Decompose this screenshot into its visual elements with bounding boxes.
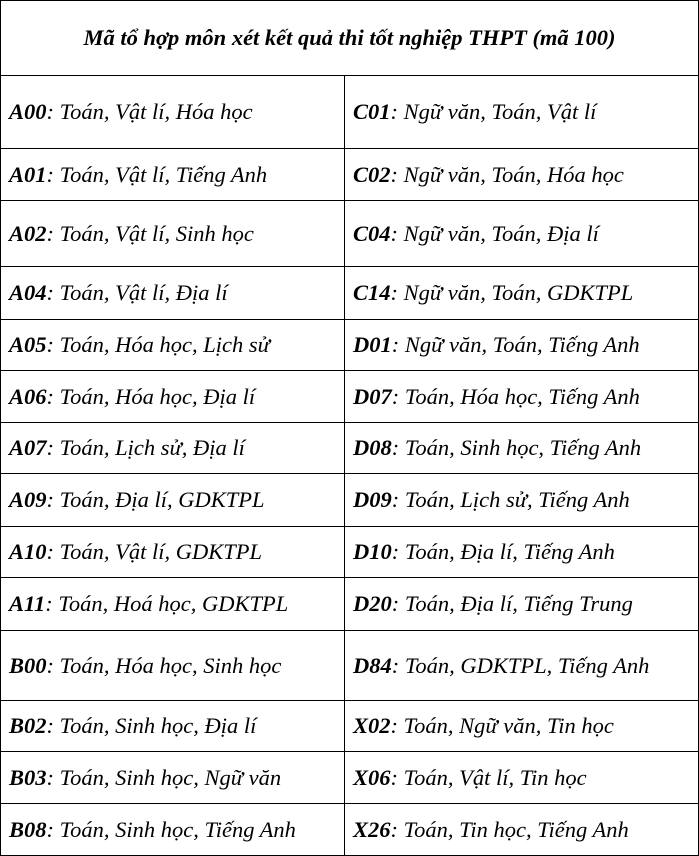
combination-code: B03	[9, 764, 47, 790]
combination-subjects: : Toán, Địa lí, Tiếng Anh	[391, 539, 615, 564]
combination-subjects: : Toán, Tin học, Tiếng Anh	[390, 816, 629, 842]
combination-code: A07	[9, 435, 47, 460]
combination-cell	[345, 201, 699, 267]
combination-subjects: : Toán, Vật lí, Tiếng Anh	[46, 161, 268, 187]
combination-code: A11	[9, 591, 46, 616]
combination-code: X26	[353, 816, 391, 842]
combination-subjects: : Toán, Vật lí, GDKTPL	[46, 539, 262, 564]
table-row	[1, 423, 699, 474]
combination-code: A05	[9, 332, 47, 357]
combination-subjects: : Toán, Vật lí, Địa lí	[46, 280, 228, 305]
combination-subjects: : Toán, GDKTPL, Tiếng Anh	[391, 652, 650, 678]
combination-code: C02	[353, 161, 391, 187]
combination-code: A09	[9, 487, 47, 512]
combination-subjects: : Toán, Sinh học, Tiếng Anh	[391, 435, 642, 460]
combination-cell	[1, 631, 345, 701]
combination-cell	[345, 527, 699, 578]
table-row	[1, 474, 699, 527]
combination-subjects: : Ngữ văn, Toán, GDKTPL	[390, 280, 634, 305]
combination-subjects: : Toán, Vật lí, Sinh học	[46, 220, 254, 246]
combination-cell	[1, 320, 345, 371]
combination-cell	[1, 423, 345, 474]
combination-cell	[345, 267, 699, 320]
table-title: Mã tổ hợp môn xét kết quả thi tốt nghiệp THPT (mã 100)	[1, 1, 699, 76]
table-row	[1, 267, 699, 320]
combination-subjects: : Toán, Lịch sử, Địa lí	[46, 435, 245, 460]
combination-cell	[345, 371, 699, 423]
combination-subjects: : Toán, Sinh học, Tiếng Anh	[46, 816, 296, 842]
combination-code: D10	[353, 539, 392, 564]
table-row	[1, 320, 699, 371]
combination-cell	[345, 752, 699, 804]
combination-code: A06	[9, 383, 47, 409]
combination-code: D08	[353, 435, 392, 460]
combination-code: D09	[353, 487, 392, 512]
combination-cell	[1, 76, 345, 149]
table-row	[1, 201, 699, 267]
combination-subjects: : Ngữ văn, Toán, Vật lí	[390, 99, 597, 124]
combination-code: A00	[9, 99, 47, 124]
combination-subjects: : Toán, Hoá học, GDKTPL	[45, 591, 289, 616]
table-row	[1, 578, 699, 631]
table-row	[1, 631, 699, 701]
combination-subjects: : Ngữ văn, Toán, Tiếng Anh	[391, 332, 640, 357]
combination-code: B00	[9, 652, 47, 678]
combination-code: D84	[353, 652, 392, 678]
combination-subjects: : Toán, Ngữ văn, Tin học	[390, 713, 614, 738]
combination-cell	[345, 804, 699, 856]
combination-code: B02	[9, 713, 47, 738]
combination-cell	[345, 578, 699, 631]
table-row	[1, 371, 699, 423]
combination-subjects: : Ngữ văn, Toán, Hóa học	[390, 161, 624, 187]
combination-subjects: : Toán, Địa lí, GDKTPL	[46, 487, 265, 512]
combination-cell	[345, 76, 699, 149]
combination-cell	[1, 371, 345, 423]
combination-subjects: : Toán, Hóa học, Địa lí	[46, 383, 256, 409]
combination-code: A02	[9, 220, 47, 246]
table-row	[1, 752, 699, 804]
table-row	[1, 701, 699, 752]
combination-cell	[345, 701, 699, 752]
combination-code: C04	[353, 220, 391, 246]
combination-cell	[345, 423, 699, 474]
combination-subjects: : Toán, Sinh học, Ngữ văn	[46, 764, 282, 790]
combination-subjects: : Toán, Hóa học, Tiếng Anh	[391, 383, 640, 409]
table-row	[1, 149, 699, 201]
combination-code: D07	[353, 383, 392, 409]
combination-code: D20	[353, 591, 392, 616]
combination-cell	[1, 267, 345, 320]
combination-code: D01	[353, 332, 392, 357]
combination-code: A10	[9, 539, 47, 564]
combination-cell	[345, 474, 699, 527]
combination-cell	[345, 320, 699, 371]
combination-code: C14	[353, 280, 391, 305]
combination-cell	[345, 631, 699, 701]
combination-code: B08	[9, 816, 47, 842]
combination-subjects: : Ngữ văn, Toán, Địa lí	[390, 220, 599, 246]
table-row	[1, 76, 699, 149]
combination-subjects: : Toán, Hóa học, Sinh học	[46, 652, 282, 678]
combination-subjects: : Toán, Sinh học, Địa lí	[46, 713, 257, 738]
combination-code: A04	[9, 280, 47, 305]
combination-subjects: : Toán, Vật lí, Hóa học	[46, 99, 253, 124]
combination-cell	[1, 701, 345, 752]
combination-code: C01	[353, 99, 391, 124]
combination-cell	[1, 752, 345, 804]
combination-cell	[1, 474, 345, 527]
combination-subjects: : Toán, Hóa học, Lịch sử	[46, 332, 270, 357]
table-row	[1, 527, 699, 578]
combination-code: A01	[9, 161, 47, 187]
combination-cell	[1, 149, 345, 201]
combination-subjects: : Toán, Vật lí, Tin học	[390, 764, 587, 790]
combination-subjects: : Toán, Lịch sử, Tiếng Anh	[391, 487, 630, 512]
title-row	[1, 1, 699, 76]
combination-cell	[1, 578, 345, 631]
combination-subjects: : Toán, Địa lí, Tiếng Trung	[391, 591, 633, 616]
combination-code: X06	[353, 764, 391, 790]
combination-cell	[1, 201, 345, 267]
combination-cell	[345, 149, 699, 201]
combination-cell	[1, 804, 345, 856]
table-row	[1, 804, 699, 856]
combination-cell	[1, 527, 345, 578]
combination-code: X02	[353, 713, 391, 738]
